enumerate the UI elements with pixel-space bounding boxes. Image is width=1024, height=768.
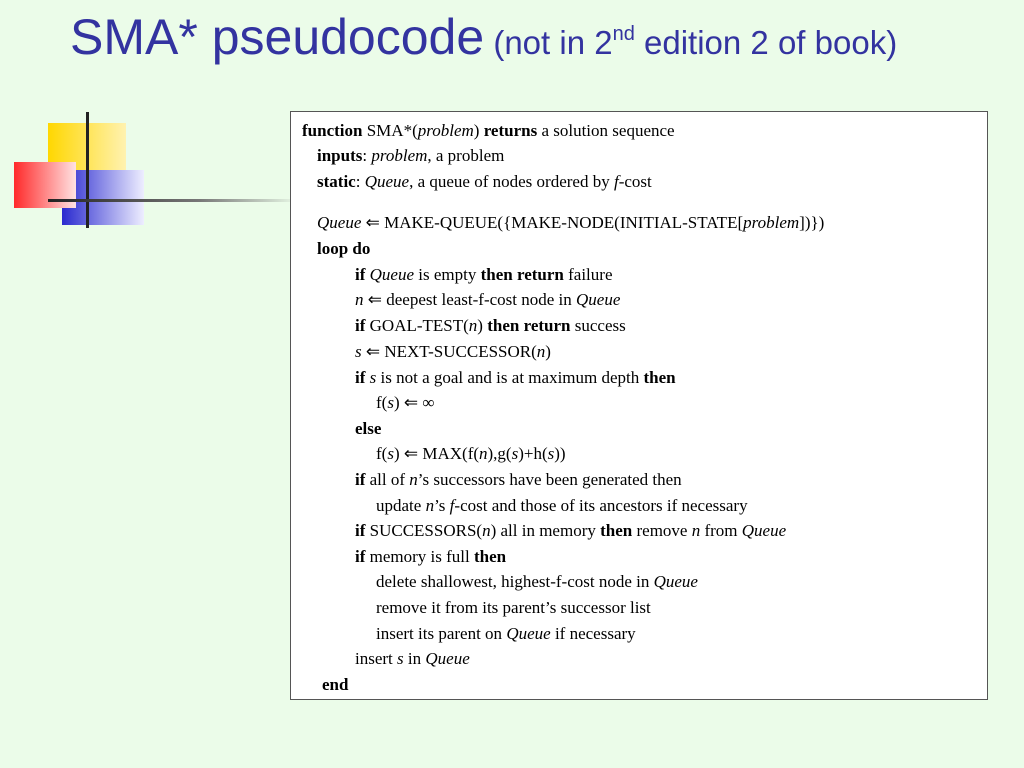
- pseudocode-line: insert its parent on Queue if necessary: [376, 624, 636, 643]
- pseudocode-line: loop do: [317, 239, 371, 258]
- vertical-rule: [86, 112, 89, 228]
- pseudocode-line: f(s) ⇐ ∞: [376, 393, 435, 412]
- pseudocode-line: function SMA*(problem) returns a solution sequence: [302, 121, 675, 140]
- pseudocode-line: if GOAL-TEST(n) then return success: [355, 316, 626, 335]
- horizontal-rule: [48, 199, 300, 202]
- pseudocode-line: if Queue is empty then return failure: [355, 265, 613, 284]
- title-main: SMA* pseudocode: [70, 9, 485, 65]
- pseudocode-line: end: [322, 675, 349, 694]
- slide-title: [70, 9, 990, 65]
- pseudocode-box: [290, 111, 988, 700]
- pseudocode-line: if all of n’s successors have been generated then: [355, 470, 682, 489]
- pseudocode-line: else: [355, 419, 382, 438]
- pseudocode-line: static: Queue, a queue of nodes ordered by f-cost: [317, 172, 652, 191]
- pseudocode-line: remove it from its parent’s successor list: [376, 598, 651, 617]
- pseudocode-line: n ⇐ deepest least-f-cost node in Queue: [355, 290, 621, 309]
- pseudocode-line: if memory is full then: [355, 547, 507, 566]
- pseudocode-line: inputs: problem, a problem: [317, 146, 505, 165]
- pseudocode-line: update n’s f-cost and those of its ancestors if necessary: [376, 496, 748, 515]
- pseudocode-line: if s is not a goal and is at maximum depth then: [355, 368, 676, 387]
- pseudocode-line: s ⇐ NEXT-SUCCESSOR(n): [355, 342, 551, 361]
- pseudocode-line: delete shallowest, highest-f-cost node in Queue: [376, 572, 698, 591]
- title-subtitle: (not in 2nd edition 2 of book): [484, 23, 898, 61]
- pseudocode-line: insert s in Queue: [355, 649, 470, 668]
- pseudocode-line: if SUCCESSORS(n) all in memory then remove n from Queue: [355, 521, 787, 540]
- pseudocode-line: Queue ⇐ MAKE-QUEUE({MAKE-NODE(INITIAL-STATE[problem])}): [317, 213, 825, 232]
- pseudocode-line: f(s) ⇐ MAX(f(n),g(s)+h(s)): [376, 444, 566, 463]
